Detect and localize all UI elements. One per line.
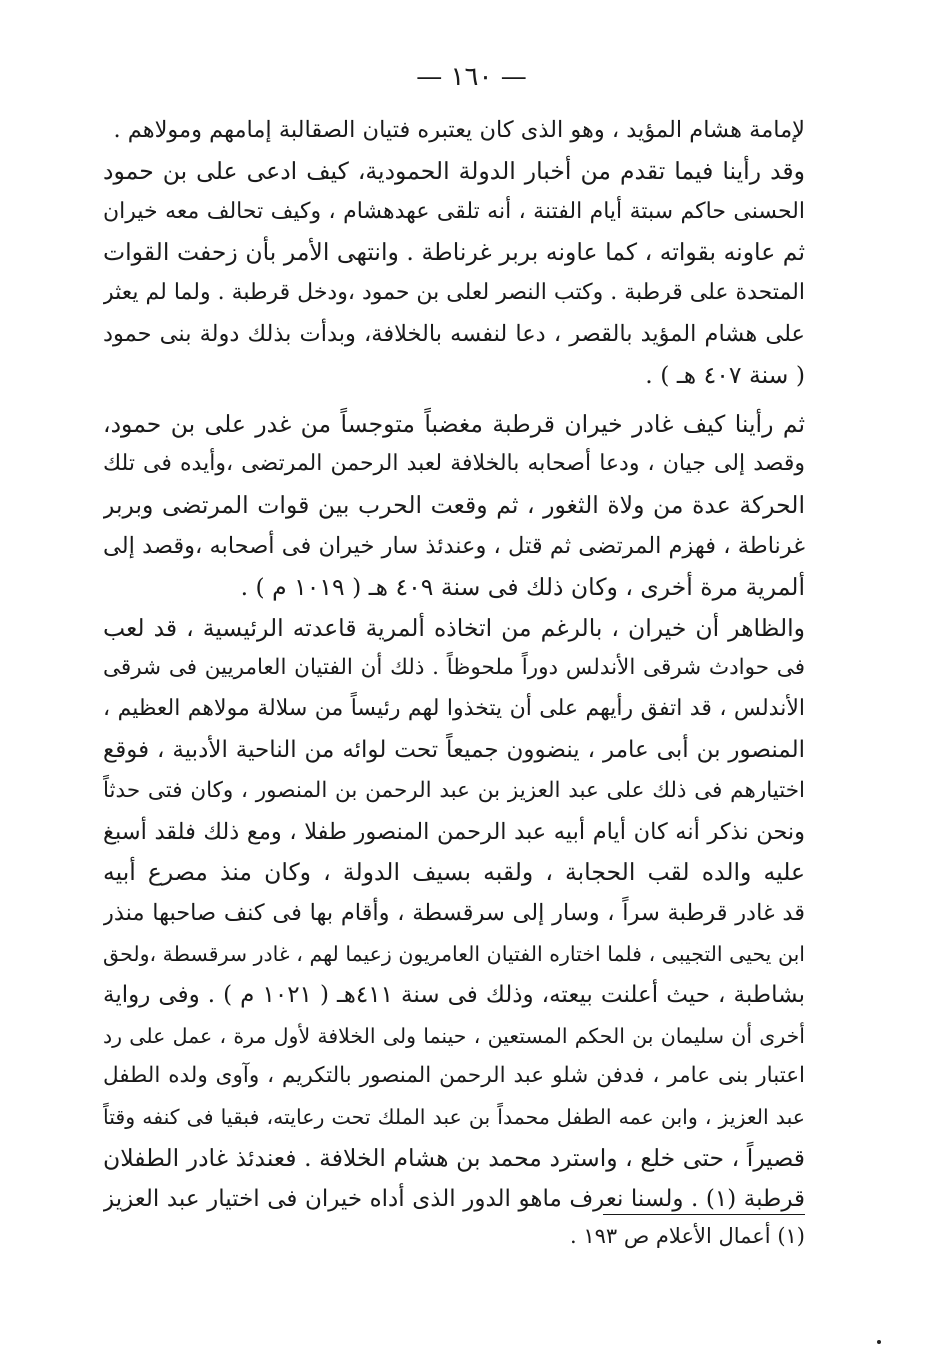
text-line: على هشام المؤيد بالقصر ، دعا لنفسه بالخلافة، وبدأت بذلك دولة بنى حمود xyxy=(103,320,805,347)
text-line: قرطبة (١) . ولسنا نعرف ماهو الدور الذى أداه خيران فى اختيار عبد العزيز xyxy=(103,1185,805,1212)
text-line: الأندلس ، قد اتفق رأيهم على أن يتخذوا لهم رئيساً من سلالة مولاهم العظيم ، xyxy=(103,696,805,722)
text-line: عبد العزيز ، وابن عمه الطفل محمداً بن عبد الملك تحت رعايته، فبقيا فى كنفه وقتاً xyxy=(103,1105,805,1130)
text-line: ثم عاونه بقواته ، كما عاونه بربر غرناطة . وانتهى الأمر بأن زحفت القوات xyxy=(103,238,805,267)
body-text xyxy=(103,110,805,1220)
text-line: وقصد إلى جيان ، ودعا أصحابه بالخلافة لعبد الرحمن المرتضى ،وأيده فى تلك xyxy=(103,451,805,477)
text-line: المنصور بن أبى عامر ، ينضوون جميعاً تحت لوائه من الناحية الأدبية ، فوقع xyxy=(103,736,805,763)
text-line: بشاطبة ، حيث أعلنت بيعته، وذلك فى سنة ٤١١هـ ( ١٠٢١ م ) . وفى رواية xyxy=(103,981,805,1008)
footnote: (١) أعمال الأعلام ص ١٩٣ . xyxy=(569,1224,805,1248)
text-line: أخرى أن سليمان بن الحكم المستعين ، حينما ولى الخلافة لأول مرة ، عمل على رد xyxy=(103,1023,805,1048)
text-line: والظاهر أن خيران ، بالرغم من اتخاذه ألمرية قاعدته الرئيسية ، قد لعب xyxy=(103,613,805,642)
text-line: اختيارهم فى ذلك على عبد العزيز بن عبد الرحمن بن المنصور ، وكان فتى حدثاً xyxy=(103,777,805,803)
paragraph-4 xyxy=(103,608,805,1220)
text-line: قد غادر قرطبة سراً ، وسار إلى سرقسطة ، وأقام بها فى كنف صاحبها منذر xyxy=(103,900,805,927)
text-line: ( سنة ٤٠٧ هـ ) . xyxy=(645,360,805,389)
paragraph-3 xyxy=(103,404,805,608)
text-line: عليه والده لقب الحجابة ، ولقبه بسيف الدولة ، وكان منذ مصرع أبيه xyxy=(103,858,805,887)
text-line: فى حوادث شرقى الأندلس دوراً ملحوظاً . ذلك أن الفتيان العامريين فى شرقى xyxy=(103,655,805,681)
text-line: الحسنى حاكم سبتة أيام الفتنة ، أنه تلقى عهدهشام ، وكيف تحالف معه خيران xyxy=(103,198,805,224)
footnote-divider xyxy=(603,1214,805,1215)
text-line: المتحدة على قرطبة . وكتب النصر لعلى بن حمود ،ودخل قرطبة . ولما لم يعثر xyxy=(103,280,805,306)
print-speck xyxy=(877,1340,881,1344)
text-line: غرناطة ، فهزم المرتضى ثم قتل ، وعندئذ سار خيران فى أصحابه ،وقصد إلى xyxy=(103,532,805,559)
page-number: — ١٦٠ — xyxy=(416,62,527,92)
text-line: لإمامة هشام المؤيد ، وهو الذى كان يعتبره فتيان الصقالبة إمامهم ومولاهم . xyxy=(113,117,805,143)
text-line: قصيراً ، حتى خلع ، واسترد محمد بن هشام الخلافة . فعندئذ غادر الطفلان xyxy=(103,1143,805,1172)
text-line: ابن يحيى التجيبى ، فلما اختاره الفتيان العامريون زعيما لهم ، غادر سرقسطة ،ولحق xyxy=(103,941,805,966)
text-line: الحركة عدة من ولاة الثغور ، ثم وقعت الحرب بين قوات المرتضى وبربر xyxy=(103,491,805,520)
text-line: اعتبار بنى عامر ، فدفن شلو عبد الرحمن المنصور بالتكريم ، وآوى ولده الطفل xyxy=(103,1063,805,1089)
text-line: ألمرية مرة أخرى ، وكان ذلك فى سنة ٤٠٩ هـ ( ١٠١٩ م ) . xyxy=(240,572,805,601)
text-line: ونحن نذكر أنه كان أيام أبيه عبد الرحمن المنصور طفلا ، ومع ذلك فلقد أسبغ xyxy=(103,818,805,845)
paragraph-1 xyxy=(103,110,805,151)
paragraph-2 xyxy=(103,151,805,396)
text-line: وقد رأينا فيما تقدم من أخبار الدولة الحمودية، كيف ادعى على بن حمود xyxy=(103,156,805,185)
text-line: ثم رأينا كيف غادر خيران قرطبة مغضباً متوجساً من غدر على بن حمود، xyxy=(103,409,805,438)
